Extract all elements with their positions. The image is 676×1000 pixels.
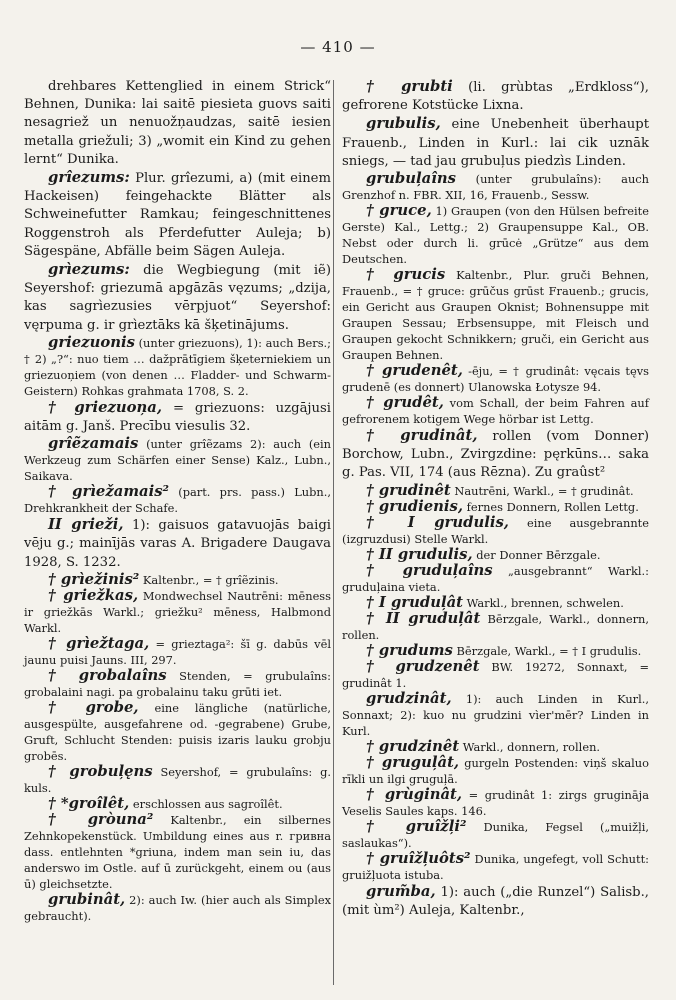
dictionary-entry bbox=[342, 691, 649, 739]
entry-headword: † grucis bbox=[366, 266, 446, 284]
entry-text: BW. 19272, Sonnaxt, = grudinât 1. bbox=[342, 659, 649, 690]
entry-text: (part. prs. pass.) Lubn., Drehkrankheit der Schafe. bbox=[24, 485, 331, 516]
dictionary-entry bbox=[342, 395, 649, 427]
entry-text: Seyershof, = grubulaîns: g. kuls. bbox=[24, 764, 331, 795]
entry-headword: † gruduļaîns bbox=[366, 561, 493, 579]
entry-text: Warkl., donnern, rollen. bbox=[459, 739, 601, 754]
entry-headword: † grìežinis² bbox=[48, 570, 140, 588]
entry-text: = grieztaga²: šī g. dabūs vēl jaunu puisi Jauns. III, 297. bbox=[24, 636, 331, 667]
dictionary-entry bbox=[342, 499, 649, 515]
column-divider bbox=[333, 80, 334, 985]
entry-text: Stenden, = grubulaîns: grobalaini nagi. pa grobalainu taku grūti iet. bbox=[24, 668, 331, 699]
entry-headword: † II gruduļât bbox=[366, 609, 481, 627]
entry-text: gurgeln Postenden: viņš skaluo rīkli un ilgi gruguļā. bbox=[342, 755, 650, 786]
dictionary-entry bbox=[24, 261, 331, 335]
entry-headword: † grudinât, bbox=[366, 427, 478, 445]
dictionary-entry bbox=[342, 115, 649, 171]
dictionary-entry bbox=[24, 588, 331, 636]
entry-text: Bērzgale, Warkl., donnern, rollen. bbox=[342, 611, 649, 642]
entry-text: eine Unebenheit überhaupt Frauenb., Linden in Kurl.: lai cik uznāk sniegs, — tad jau grubuļus piedzìs Linden. bbox=[342, 117, 649, 169]
dictionary-entry bbox=[24, 335, 331, 399]
dictionary-entry bbox=[24, 484, 331, 516]
dictionary-entry bbox=[342, 363, 649, 395]
dictionary-entry bbox=[342, 787, 649, 819]
entry-headword: † grudzinêt bbox=[366, 737, 460, 755]
dictionary-entry bbox=[342, 883, 649, 920]
entry-text: rollen (vom Donner) Borchow, Lubn., Zvirgzdine: pęrkūns… saka g. Pas. VII, 174 (aus Rēzna). Zu graûst² bbox=[342, 429, 649, 481]
dictionary-entry bbox=[342, 819, 649, 851]
entry-headword: † grùginât, bbox=[366, 785, 463, 803]
dictionary-entry bbox=[24, 668, 331, 700]
dictionary-entry bbox=[342, 755, 649, 787]
entry-headword: grubuļaîns bbox=[366, 170, 456, 188]
page-number: — 410 — bbox=[300, 38, 376, 56]
entry-headword: grubinât, bbox=[48, 890, 126, 908]
entry-headword: † II grudulis, bbox=[366, 545, 473, 563]
entry-text: = grudinât 1: zirgs grugināja Veselis Saules kaps. 146. bbox=[342, 787, 649, 818]
entry-text: = griezuons: uzgājusi aitām g. Janš. Precību viesulis 32. bbox=[24, 400, 331, 435]
entry-headword: grubulis, bbox=[366, 115, 441, 133]
entry-text: fernes Donnern, Rollen Lettg. bbox=[463, 499, 639, 514]
dictionary-entry bbox=[24, 78, 331, 169]
dictionary-entry bbox=[24, 812, 331, 892]
dictionary-entry bbox=[24, 516, 331, 572]
entry-text: Dunika, Fegsel („muižļi, saslaukas“). bbox=[342, 819, 649, 850]
entry-headword: † grudinêt bbox=[366, 481, 451, 499]
entry-headword: † grudums bbox=[366, 641, 453, 659]
dictionary-entry bbox=[24, 572, 331, 588]
dictionary-entry bbox=[24, 169, 331, 261]
entry-text: Nautrēni, Warkl., = † grudinât. bbox=[450, 483, 634, 498]
entry-headword: † grobe, bbox=[48, 698, 139, 716]
entry-headword: griezuonis bbox=[48, 333, 135, 351]
entry-headword: grudzinât, bbox=[366, 689, 452, 707]
dictionary-entry bbox=[342, 427, 649, 483]
entry-text: -ēju, = † grudinât: vęcais tęvs grudenē (es donnert) Ulanowska Łotysze 94. bbox=[342, 364, 649, 395]
entry-text: Bērzgale, Warkl., = † I grudulis. bbox=[452, 643, 642, 658]
right-column bbox=[342, 78, 649, 920]
dictionary-entry bbox=[24, 764, 331, 796]
entry-headword: grum̃ba, bbox=[366, 882, 436, 900]
entry-text: 1): gaisuos gatavuojās baigi vēju g.; mainījās varas A. Brigadere Daugava 1928, S. 1232. bbox=[24, 518, 331, 570]
dictionary-entry bbox=[342, 171, 649, 203]
entry-text: „ausgebrannt“ Warkl.: gruduļaina vieta. bbox=[342, 563, 649, 594]
entry-text: eine ausgebrannte (izgruzdusi) Stelle Warkl. bbox=[342, 515, 649, 546]
entry-headword: † I gruduļât bbox=[366, 593, 464, 611]
entry-text: 1): auch Linden in Kurl., Sonnaxt; 2): kuo nu grudzini vìer'mēr? Linden in Kurl. bbox=[342, 691, 649, 738]
entry-headword: grìezums: bbox=[48, 261, 130, 279]
entry-text: Plur. grîezumi, a) (mit einem Hackeisen) feingehackte Blätter als Schweinefutter Ramkau; feingeschnittenes Roggenstroh als Pferdefutter Auleja; b) Sägespäne, Abfälle beim Sägen Auleja. bbox=[24, 171, 331, 259]
dictionary-entry bbox=[24, 700, 331, 764]
entry-text: Warkl., brennen, schwelen. bbox=[463, 595, 624, 610]
entry-headword: † griezuoņa, bbox=[48, 398, 163, 416]
entry-text: die Wegbiegung (mit iẽ) Seyershof: griezumā apgāzās vęzums; „dzija, kas sagrìezusies vērpjuot“ Seyershof: vęrpuma g. ir grìeztāks kā šķetinājums. bbox=[24, 263, 331, 333]
dictionary-entry bbox=[24, 892, 331, 924]
entry-text: eine längliche (natürliche, ausgespülte, ausgefahrene od. -gegrabene) Grube, Gruft, Schlucht Stenden: puisis izaris lauku grobju grobēs. bbox=[24, 700, 331, 763]
entry-text: (unter griezuons), 1): auch Bers.; † 2) „?“: nuo tiem … dažprātīgiem šķeterniekiem un griezuoņiem (von denen … Fladder- und Schwarm-Geistern) Rohkas grahmata 1708, S. 2. bbox=[24, 335, 331, 398]
entry-headword: † grobuļęns bbox=[48, 762, 153, 780]
dictionary-entry bbox=[24, 399, 331, 436]
dictionary-entry bbox=[342, 643, 649, 659]
entry-text: Dunika, ungefegt, voll Schutt: gruižļuota istuba. bbox=[342, 851, 649, 882]
entry-headword: † grubti bbox=[366, 78, 453, 95]
entry-text: Mondwechsel Nautrēni: mēness ir griežkās Warkl.; griežku² mēness, Halbmond Warkl. bbox=[24, 588, 331, 635]
entry-text: Kaltenbr., Plur. gruči Behnen, Frauenb., = † gruce: grūčus grūst Frauenb.; grucis, ein Gericht aus Graupen Oknist; Bohnensuppe mit Graupen Sessau; Erbsensuppe, mit Fleisch und Graupen gekocht Schnikkern; gruči, ein Gericht aus Graupen Behnen. bbox=[342, 268, 649, 363]
entry-headword: † gruîžļuôts² bbox=[366, 849, 471, 867]
dictionary-entry bbox=[342, 595, 649, 611]
entry-headword: † grobalaîns bbox=[48, 666, 167, 684]
entry-text: der Donner Bērzgale. bbox=[472, 547, 601, 562]
entry-headword: † grudienis, bbox=[366, 497, 464, 515]
entry-headword: grîẽzamais bbox=[48, 435, 139, 453]
left-column bbox=[24, 78, 331, 924]
entry-text: (li. grùbtas „Erdkloss“), gefrorene Kotstücke Lixna. bbox=[342, 80, 649, 114]
entry-text: (unter grubulaîns): auch Grenzhof n. FBR. XII, 16, Frauenb., Sessw. bbox=[342, 172, 649, 203]
entry-headword: † grudêt, bbox=[366, 394, 444, 412]
entry-headword: II grieži, bbox=[48, 516, 124, 534]
dictionary-entry bbox=[342, 659, 649, 691]
dictionary-entry bbox=[342, 78, 649, 115]
entry-headword: grîezums: bbox=[48, 169, 130, 187]
entry-text: (unter grîẽzams 2): auch (ein Werkzeug zum Schärfen einer Sense) Kalz., Lubn., Saikava. bbox=[24, 437, 331, 484]
dictionary-entry bbox=[342, 739, 649, 755]
dictionary-entry bbox=[342, 267, 649, 363]
entry-text: vom Schall, der beim Fahren auf gefrorenem kotigem Wege hörbar ist Lettg. bbox=[342, 396, 649, 427]
entry-headword: † I grudulis, bbox=[366, 513, 509, 531]
dictionary-entry bbox=[24, 436, 331, 484]
entry-headword: † grìežtaga, bbox=[48, 634, 150, 652]
dictionary-entry bbox=[342, 203, 649, 267]
entry-text: 2): auch Iw. (hier auch als Simplex gebraucht). bbox=[24, 892, 331, 923]
entry-headword: † griežkas, bbox=[48, 586, 139, 604]
entry-headword: † gròuna² bbox=[48, 810, 154, 828]
entry-headword: † gruîžļi² bbox=[366, 817, 467, 835]
dictionary-entry bbox=[342, 547, 649, 563]
entry-text: Kaltenbr., ein silbernes Zehnkopekenstück. Umbildung eines aus r. гривна dass. entlehnten *griuna, indem man sein iu, das anderswo im Ostle. auf ū zurückgeht, einem ou (aus ū) gleichsetzte. bbox=[24, 812, 331, 891]
entry-headword: † gruguļât, bbox=[366, 753, 460, 771]
entry-headword: † grudzenêt bbox=[366, 657, 480, 675]
dictionary-entry bbox=[342, 851, 649, 883]
dictionary-entry bbox=[342, 563, 649, 595]
dictionary-entry bbox=[342, 483, 649, 499]
dictionary-entry bbox=[24, 636, 331, 668]
entry-text: erschlossen aus sagroîlêt. bbox=[129, 796, 283, 811]
entry-headword: † gruce, bbox=[366, 202, 432, 220]
entry-text: Kaltenbr., = † grîẽzinis. bbox=[139, 572, 279, 587]
entry-headword: † grudenêt, bbox=[366, 362, 463, 380]
dictionary-entry bbox=[342, 515, 649, 547]
entry-headword: † *groîlêt, bbox=[48, 794, 130, 812]
entry-text: 1) Graupen (von den Hülsen befreite Gerste) Kal., Lettg.; 2) Graupensuppe Kal., OB. Nebst oder durch li. grūcė „Grütze“ aus dem Deutschen. bbox=[342, 204, 649, 267]
dictionary-entry bbox=[24, 796, 331, 812]
entry-text: drehbares Kettenglied in einem Strick“ Behnen, Dunika: lai saitē piesieta guovs saiti nesagriež un nenuožņaudzas, saitē iesien metalla griežuli; 3) „womit ein Kind zu gehen lernt“ Dunika. bbox=[24, 79, 331, 167]
entry-text: 1): auch („die Runzel“) Salisb., (mit ùm²) Auleja, Kaltenbr., bbox=[342, 884, 649, 918]
entry-headword: † grìežamais² bbox=[48, 483, 169, 501]
dictionary-entry bbox=[342, 611, 649, 643]
